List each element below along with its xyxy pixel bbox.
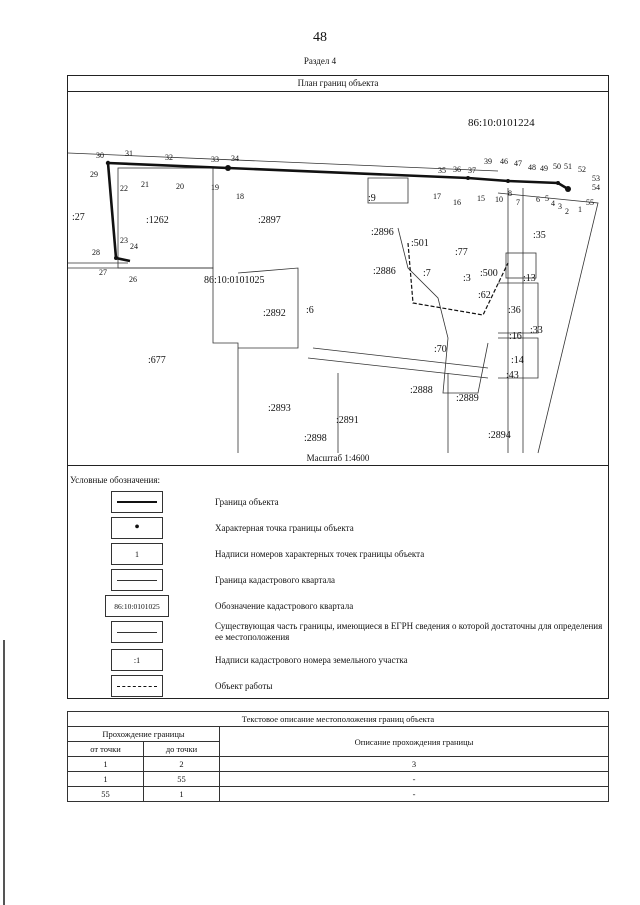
- svg-text::2892: :2892: [263, 308, 286, 319]
- table-row: [68, 757, 609, 772]
- svg-text:49: 49: [540, 164, 548, 173]
- legend-text: Надписи кадастрового номера земельного участка: [215, 655, 408, 665]
- svg-text:19: 19: [211, 183, 219, 192]
- legend-symbol-text: :1: [133, 655, 141, 665]
- svg-text:51: 51: [564, 162, 572, 171]
- table-cell: 55: [68, 787, 144, 802]
- svg-text::2898: :2898: [304, 433, 327, 444]
- legend-text: Граница объекта: [215, 497, 279, 507]
- legend-text: Граница кадастрового квартала: [215, 575, 336, 585]
- svg-text::62: :62: [478, 290, 491, 301]
- table-cell: 1: [68, 757, 144, 772]
- parcel-outline-7: [398, 228, 488, 393]
- table-row: [68, 787, 609, 802]
- svg-text::13: :13: [523, 273, 536, 284]
- svg-text:21: 21: [141, 180, 149, 189]
- svg-text:50: 50: [553, 162, 561, 171]
- svg-text:7: 7: [516, 198, 520, 207]
- svg-text:33: 33: [211, 155, 219, 164]
- svg-text:17: 17: [433, 192, 441, 201]
- svg-text:31: 31: [125, 149, 133, 158]
- svg-text::2896: :2896: [371, 227, 394, 238]
- quarter-label-top: 86:10:0101224: [468, 117, 535, 129]
- svg-text:20: 20: [176, 182, 184, 191]
- legend-symbol-object-of-work: [111, 675, 163, 697]
- svg-text::7: :7: [423, 268, 431, 279]
- svg-text:36: 36: [453, 165, 461, 174]
- svg-text:52: 52: [578, 165, 586, 174]
- legend-text: Надписи номеров характерных точек границы объекта: [215, 549, 425, 559]
- page-number: 48: [313, 30, 327, 45]
- svg-text:1: 1: [578, 205, 582, 214]
- scan-edge-line: [3, 640, 5, 905]
- svg-text:34: 34: [231, 154, 239, 163]
- svg-text:28: 28: [92, 248, 100, 257]
- svg-text:3: 3: [558, 202, 562, 211]
- legend-symbol-quarter-id: [105, 595, 169, 617]
- svg-text::2886: :2886: [373, 266, 396, 277]
- table-cell: 1: [144, 787, 220, 802]
- svg-text:39: 39: [484, 157, 492, 166]
- legend-text: Характерная точка границы объекта: [215, 523, 354, 533]
- svg-text:23: 23: [120, 236, 128, 245]
- object-boundary-left: [108, 163, 130, 261]
- svg-text:22: 22: [120, 184, 128, 193]
- map-scale: Масштаб 1:4600: [306, 453, 370, 463]
- table-cell: 3: [220, 757, 609, 772]
- plan-title: План границ объекта: [67, 75, 609, 92]
- svg-text:35: 35: [438, 166, 446, 175]
- svg-text:18: 18: [236, 192, 244, 201]
- svg-text:26: 26: [129, 275, 137, 284]
- svg-text:5: 5: [545, 194, 549, 203]
- svg-text::36: :36: [508, 305, 521, 316]
- svg-text:15: 15: [477, 194, 485, 203]
- svg-text::2888: :2888: [410, 385, 433, 396]
- legend-symbol-existing-boundary: [111, 621, 163, 643]
- table-row: [68, 772, 609, 787]
- svg-text::677: :677: [148, 355, 166, 366]
- svg-text::16: :16: [509, 331, 522, 342]
- parcel-outline-35: [498, 193, 598, 453]
- legend-symbol-quarter-boundary: [111, 569, 163, 591]
- svg-text:8: 8: [508, 189, 512, 198]
- legend-symbol-text: 1: [135, 549, 139, 559]
- svg-text:24: 24: [130, 242, 138, 251]
- svg-text::2891: :2891: [336, 415, 359, 426]
- divider: [67, 465, 609, 466]
- svg-text:54: 54: [592, 183, 600, 192]
- svg-text::43: :43: [506, 370, 519, 381]
- legend-title: Условные обозначения:: [70, 475, 161, 485]
- svg-text:46: 46: [500, 157, 508, 166]
- svg-text::70: :70: [434, 344, 447, 355]
- table-cell: 55: [144, 772, 220, 787]
- svg-text::500: :500: [480, 268, 498, 279]
- svg-text::33: :33: [530, 325, 543, 336]
- legend-text: Объект работы: [215, 681, 273, 691]
- legend-symbol-point: [111, 517, 163, 539]
- svg-text:53: 53: [592, 174, 600, 183]
- legend-text: Существующая часть границы, имеющиеся в ЕГРН сведения о которой достаточны для определения ее местоположения: [215, 621, 603, 642]
- legend-symbol-text: 86:10:0101025: [114, 601, 160, 611]
- table-title: Текстовое описание местоположения границ объекта: [68, 712, 609, 727]
- svg-text::6: :6: [306, 305, 314, 316]
- svg-text:47: 47: [514, 159, 522, 168]
- svg-text::2889: :2889: [456, 393, 479, 404]
- svg-text::27: :27: [72, 212, 85, 223]
- table-desc-header: Описание прохождения границы: [220, 727, 609, 757]
- table-cell: 2: [144, 757, 220, 772]
- table-from-header: от точки: [68, 742, 144, 757]
- point-icon: •: [134, 519, 140, 536]
- svg-text:37: 37: [468, 166, 476, 175]
- svg-text::501: :501: [411, 238, 429, 249]
- legend-text: Обозначение кадастрового квартала: [215, 601, 354, 611]
- svg-text::2893: :2893: [268, 403, 291, 414]
- svg-text::14: :14: [511, 355, 524, 366]
- svg-text:48: 48: [528, 163, 536, 172]
- boundary-description-table: [67, 711, 609, 802]
- svg-text:29: 29: [90, 170, 98, 179]
- svg-text:10: 10: [495, 195, 503, 204]
- svg-text:55: 55: [586, 198, 594, 207]
- table-to-header: до точки: [144, 742, 220, 757]
- svg-text::9: :9: [368, 193, 376, 204]
- street-line: [313, 348, 488, 368]
- svg-text::77: :77: [455, 247, 468, 258]
- legend-symbol-parcel-number: [111, 649, 163, 671]
- svg-text:6: 6: [536, 195, 540, 204]
- svg-text:32: 32: [165, 153, 173, 162]
- legend-symbol-point-number: [111, 543, 163, 565]
- table-group-header: Прохождение границы: [68, 727, 220, 742]
- svg-text:4: 4: [551, 199, 555, 208]
- street-line-2: [308, 358, 488, 378]
- svg-text::35: :35: [533, 230, 546, 241]
- svg-text::1262: :1262: [146, 215, 169, 226]
- svg-text:2: 2: [565, 207, 569, 216]
- svg-text::2897: :2897: [258, 215, 281, 226]
- svg-text:16: 16: [453, 198, 461, 207]
- quarter-label-mid: 86:10:0101025: [204, 275, 265, 286]
- boundary-map: [68, 93, 608, 463]
- table-cell: -: [220, 772, 609, 787]
- svg-text::2894: :2894: [488, 430, 511, 441]
- section-label: Раздел 4: [303, 56, 337, 66]
- svg-text:30: 30: [96, 151, 104, 160]
- table-cell: -: [220, 787, 609, 802]
- legend-symbol-object-boundary: [111, 491, 163, 513]
- table-cell: 1: [68, 772, 144, 787]
- svg-text:27: 27: [99, 268, 107, 277]
- svg-text::3: :3: [463, 273, 471, 284]
